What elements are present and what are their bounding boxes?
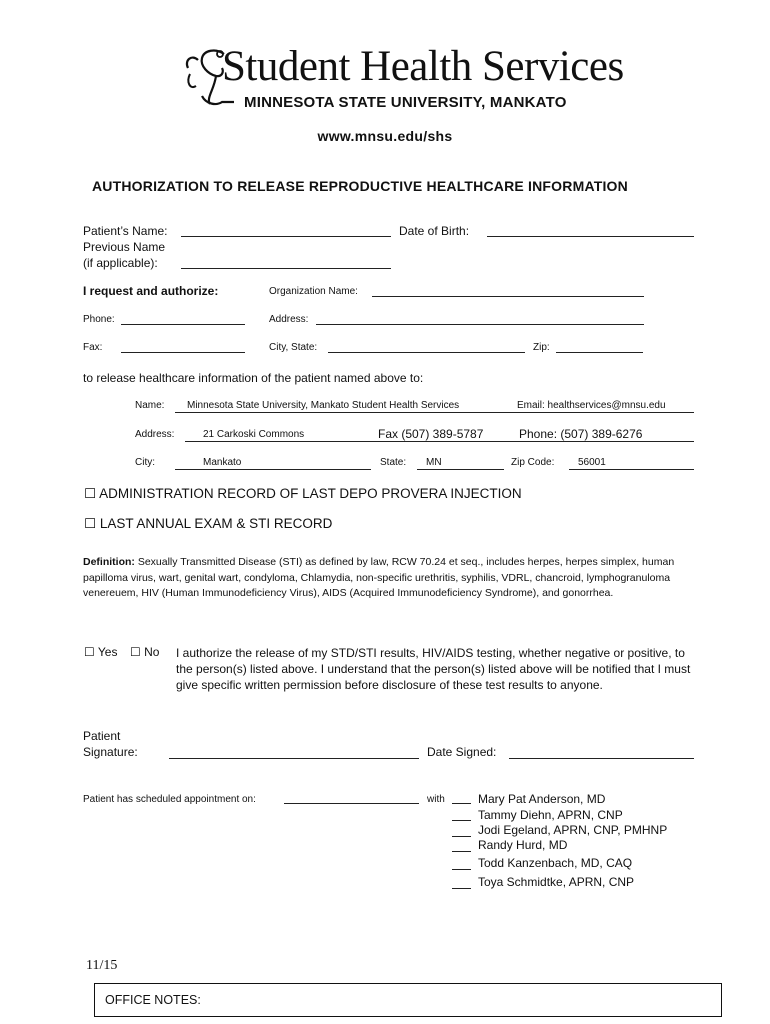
provider-name: Jodi Egeland, APRN, CNP, PMHNP xyxy=(478,823,668,837)
logo-title: Student Health Services xyxy=(222,43,624,90)
recipient-address-value: 21 Carkoski Commons xyxy=(203,429,305,440)
recipient-name-value: Minnesota State University, Mankato Student Health Services xyxy=(187,400,460,411)
provider-name: Todd Kanzenbach, MD, CAQ xyxy=(478,856,633,870)
release-intro: to release healthcare information of the patient named above to: xyxy=(83,371,424,385)
patient-name-field[interactable] xyxy=(181,236,391,237)
recipient-city-value: Mankato xyxy=(203,457,242,468)
definition-text: Sexually Transmitted Disease (STI) as defined by law, RCW 70.24 et seq., includes herpes, herpes simplex, human papilloma virus, wart, genital wart, condyloma, Chlamydia, non-specific urethritis, syphilis, VDRL, chancroid, lymphogranuloma venereuem, HIV (Human Immunodeficiency Virus), AIDS (Acquired Immunodeficiency Syndrome), and gonorrhea. xyxy=(83,556,675,599)
recipient-address-line xyxy=(185,441,694,442)
address-label: Address: xyxy=(269,314,309,325)
date-signed-field[interactable] xyxy=(509,758,694,759)
recipient-name-label: Name: xyxy=(135,400,165,411)
with-label: with xyxy=(427,794,445,805)
previous-name-field[interactable] xyxy=(181,268,391,269)
recipient-state-line xyxy=(417,469,504,470)
form-title: AUTHORIZATION TO RELEASE REPRODUCTIVE HEALTHCARE INFORMATION xyxy=(92,178,628,194)
depo-checkbox[interactable]: ☐ xyxy=(84,486,97,502)
recipient-phone: Phone: (507) 389-6276 xyxy=(519,427,643,441)
depo-option-label: ADMINISTRATION RECORD OF LAST DEPO PROVERA INJECTION xyxy=(99,486,522,501)
city-state-label: City, State: xyxy=(269,342,318,353)
provider-check-line[interactable] xyxy=(452,888,471,889)
org-name-field[interactable] xyxy=(372,296,644,297)
org-name-label: Organization Name: xyxy=(269,286,358,297)
recipient-name-line xyxy=(175,412,694,413)
fax-field[interactable] xyxy=(121,352,245,353)
annual-exam-option-label: LAST ANNUAL EXAM & STI RECORD xyxy=(99,516,333,531)
consent-yes-label: Yes xyxy=(97,645,118,659)
signature-field[interactable] xyxy=(169,758,419,759)
city-state-field[interactable] xyxy=(328,352,525,353)
annual-exam-option xyxy=(84,516,332,532)
signature-label: Patient xyxy=(83,729,121,743)
provider-check-line[interactable] xyxy=(452,869,471,870)
phone-field[interactable] xyxy=(121,324,245,325)
recipient-zip-line xyxy=(569,469,694,470)
definition-term: Definition: xyxy=(83,556,135,568)
provider-check-line[interactable] xyxy=(452,836,471,837)
consent-no-label: No xyxy=(144,645,160,659)
patient-name-label: Patient’s Name: xyxy=(83,224,168,238)
address-field[interactable] xyxy=(316,324,644,325)
recipient-address-label: Address: xyxy=(135,429,175,440)
consent-no-checkbox[interactable]: ☐ xyxy=(130,645,141,659)
recipient-fax: Fax (507) 389-5787 xyxy=(378,427,484,441)
logo-subtitle: MINNESOTA STATE UNIVERSITY, MANKATO xyxy=(244,94,567,111)
office-notes-label: OFFICE NOTES: xyxy=(105,993,201,1007)
provider-name: Tammy Diehn, APRN, CNP xyxy=(478,808,623,822)
previous-name-label: Previous Name xyxy=(83,240,166,254)
phone-label: Phone: xyxy=(83,314,115,325)
form-code: 11/15 xyxy=(86,958,118,973)
consent-yes-checkbox[interactable]: ☐ xyxy=(84,645,95,659)
provider-name: Mary Pat Anderson, MD xyxy=(478,792,606,806)
sti-definition xyxy=(83,555,703,602)
recipient-city-line xyxy=(175,469,371,470)
provider-check-line[interactable] xyxy=(452,820,471,821)
zip-field[interactable] xyxy=(556,352,643,353)
consent-text: I authorize the release of my STD/STI results, HIV/AIDS testing, whether negative or positive, to the person(s) listed above. I understand that the person(s) listed above will be notified that I must give specific written permission before disclosure of these test results to anyone. xyxy=(176,646,691,692)
recipient-state-value: MN xyxy=(426,457,442,468)
previous-name-label-note: (if applicable): xyxy=(83,256,158,270)
consent-no xyxy=(130,645,159,659)
website-url[interactable]: www.mnsu.edu/shs xyxy=(317,128,453,144)
appointment-date-field[interactable] xyxy=(284,803,419,804)
provider-name: Toya Schmidtke, APRN, CNP xyxy=(478,875,635,889)
provider-name: Randy Hurd, MD xyxy=(478,838,568,852)
consent-yes xyxy=(84,645,117,659)
annual-exam-checkbox[interactable]: ☐ xyxy=(84,516,97,532)
provider-check-line[interactable] xyxy=(452,851,471,852)
dob-label: Date of Birth: xyxy=(399,224,470,238)
appointment-label: Patient has scheduled appointment on: xyxy=(83,794,256,805)
provider-check-line[interactable] xyxy=(452,803,471,804)
request-heading: I request and authorize: xyxy=(83,284,219,298)
date-signed-label: Date Signed: xyxy=(427,745,497,759)
recipient-email: Email: healthservices@mnsu.edu xyxy=(517,400,666,411)
signature-label-2: Signature: xyxy=(83,745,138,759)
recipient-zip-label: Zip Code: xyxy=(511,457,555,468)
dob-field[interactable] xyxy=(487,236,694,237)
zip-label: Zip: xyxy=(533,342,550,353)
office-notes-box[interactable] xyxy=(94,983,722,1017)
fax-label: Fax: xyxy=(83,342,103,353)
recipient-state-label: State: xyxy=(380,457,407,468)
recipient-city-label: City: xyxy=(135,457,155,468)
depo-option xyxy=(84,486,522,502)
recipient-zip-value: 56001 xyxy=(578,457,606,468)
